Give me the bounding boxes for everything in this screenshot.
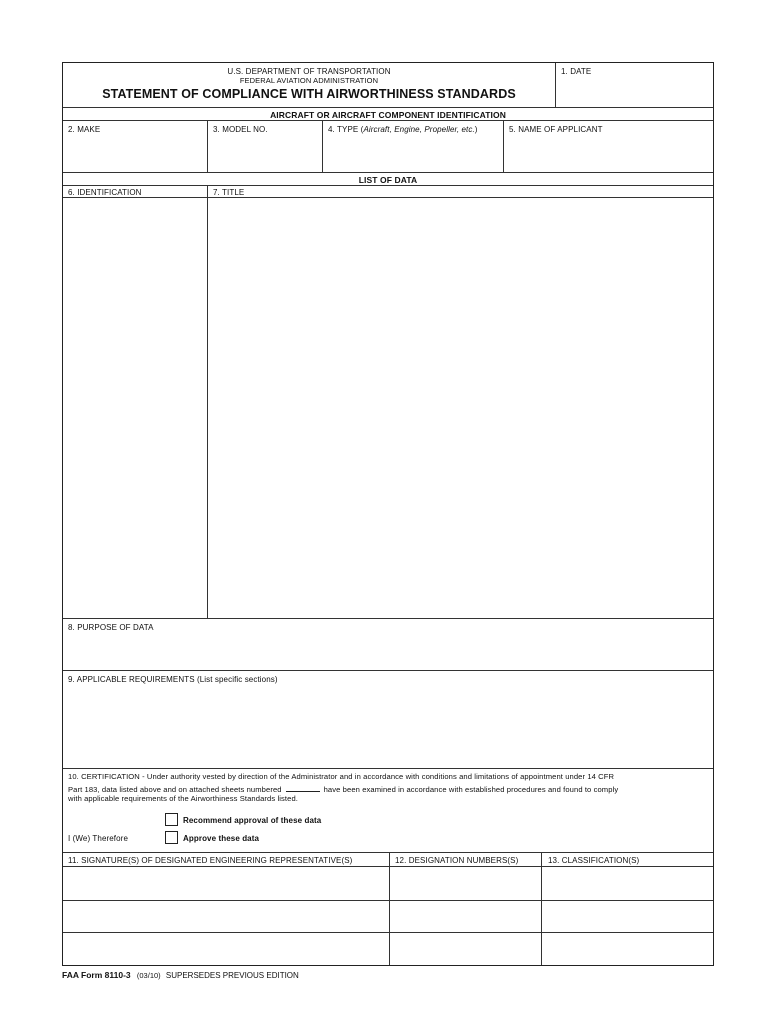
divider [555, 63, 556, 107]
divider [63, 120, 713, 121]
identification-label: 6. IDENTIFICATION [68, 188, 142, 197]
sheets-numbered-field[interactable] [286, 783, 320, 792]
date-label: 1. DATE [561, 67, 592, 76]
identification-heading: AIRCRAFT OR AIRCRAFT COMPONENT IDENTIFICATION [270, 110, 506, 120]
divider [63, 172, 713, 173]
form-number: FAA Form 8110-3 [62, 970, 131, 980]
make-field[interactable] [65, 135, 205, 170]
approve-data-checkbox[interactable] [165, 831, 178, 844]
divider [63, 900, 713, 901]
agency-name: FEDERAL AVIATION ADMINISTRATION [239, 76, 379, 85]
divider [63, 932, 713, 933]
divider [63, 852, 713, 853]
divider [207, 120, 208, 172]
form-footer [62, 970, 299, 980]
department-name: U.S. DEPARTMENT OF TRANSPORTATION [227, 67, 391, 76]
classification-label: 13. CLASSIFICATION(S) [548, 856, 640, 865]
therefore-label: I (We) Therefore [68, 834, 128, 843]
type-field[interactable] [324, 135, 502, 170]
classification-field-2[interactable] [543, 902, 711, 931]
signature-field-2[interactable] [65, 902, 387, 931]
model-label: 3. MODEL NO. [213, 125, 268, 134]
signature-field-3[interactable] [65, 934, 387, 964]
divider [541, 852, 542, 965]
divider [63, 618, 713, 619]
divider [63, 197, 713, 198]
divider [322, 120, 323, 172]
certification-line-3: with applicable requirements of the Airworthiness Standards listed. [68, 794, 298, 803]
title-list-field[interactable] [209, 199, 711, 616]
divider [503, 120, 504, 172]
classification-field-3[interactable] [543, 934, 711, 964]
applicant-field[interactable] [505, 135, 711, 170]
recommend-approval-checkbox[interactable] [165, 813, 178, 826]
divider [63, 107, 713, 108]
divider [63, 670, 713, 671]
faa-form-8110-3 [62, 62, 714, 966]
form-title: STATEMENT OF COMPLIANCE WITH AIRWORTHINESS STANDARDS [102, 87, 516, 101]
model-field[interactable] [209, 135, 321, 170]
divider [207, 185, 208, 618]
applicant-label: 5. NAME OF APPLICANT [509, 125, 603, 134]
signature-field-1[interactable] [65, 868, 387, 899]
requirements-label: 9. APPLICABLE REQUIREMENTS (List specific sections) [68, 675, 278, 684]
type-label: 4. TYPE (Aircraft, Engine, Propeller, etc.) [328, 125, 478, 134]
recommend-approval-label: Recommend approval of these data [183, 816, 322, 825]
divider [63, 768, 713, 769]
approve-data-label: Approve these data [183, 834, 260, 843]
purpose-field[interactable] [65, 633, 711, 669]
form-revision: (03/10) [136, 971, 161, 980]
classification-field-1[interactable] [543, 868, 711, 899]
identification-list-field[interactable] [65, 199, 205, 616]
designation-field-1[interactable] [391, 868, 539, 899]
title-label: 7. TITLE [213, 188, 245, 197]
requirements-field[interactable] [65, 685, 711, 767]
divider [63, 185, 713, 186]
divider [389, 852, 390, 965]
certification-line-1: 10. CERTIFICATION - Under authority vested by direction of the Administrator and in accordance with conditions and limitations of appointment under 14 CFR [68, 772, 615, 781]
signature-label: 11. SIGNATURE(S) OF DESIGNATED ENGINEERING REPRESENTATIVE(S) [68, 856, 353, 865]
purpose-label: 8. PURPOSE OF DATA [68, 623, 154, 632]
divider [63, 866, 713, 867]
supersedes-note: SUPERSEDES PREVIOUS EDITION [165, 971, 299, 980]
designation-field-2[interactable] [391, 902, 539, 931]
certification-line-2: Part 183, data listed above and on attached sheets numbered have been examined in accordance with established procedures and found to comply [68, 785, 619, 794]
make-label: 2. MAKE [68, 125, 101, 134]
date-field[interactable] [557, 77, 713, 105]
designation-label: 12. DESIGNATION NUMBERS(S) [395, 856, 519, 865]
list-of-data-heading: LIST OF DATA [358, 175, 418, 185]
designation-field-3[interactable] [391, 934, 539, 964]
